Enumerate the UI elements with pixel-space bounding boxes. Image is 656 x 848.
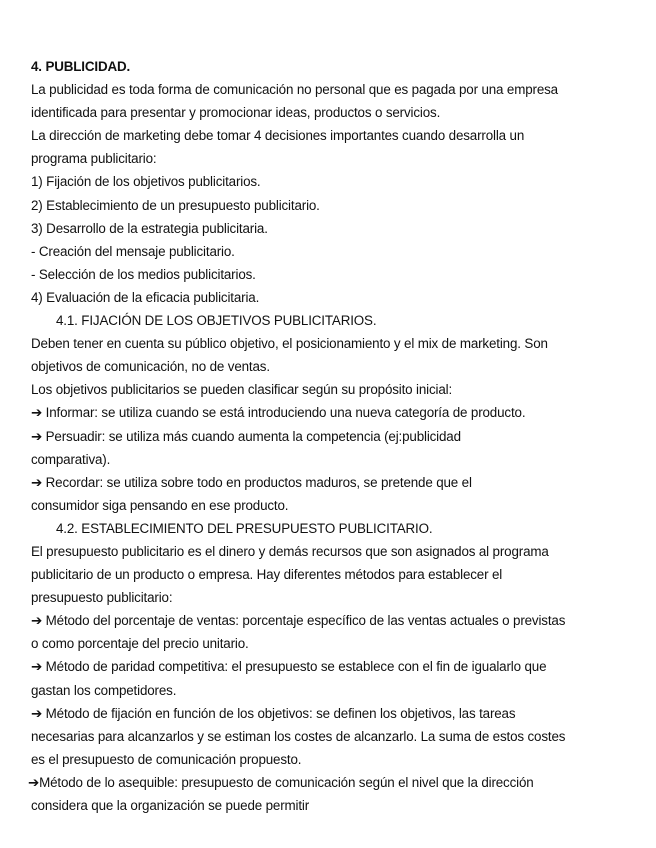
text-line-b2b: comparativa).	[31, 451, 111, 467]
text-line-b2a: ➔ Persuadir: se utiliza más cuando aumenta la competencia (ej:publicidad	[31, 428, 461, 444]
text-line-heading: 4. PUBLICIDAD.	[31, 59, 131, 74]
text-line-m1a: ➔ Método del porcentaje de ventas: porcentaje específico de las ventas actuales o previstas	[31, 613, 566, 629]
text-line-m3b: necesarias para alcanzarlos y se estiman los costes de alcanzarlo. La suma de estos costes	[31, 728, 566, 744]
text-line-l2: 2) Establecimiento de un presupuesto publicitario.	[31, 197, 320, 213]
text-line-l3: 3) Desarrollo de la estrategia publicitaria.	[31, 220, 268, 236]
text-line-h42: 4.2. ESTABLECIMIENTO DEL PRESUPUESTO PUBLICITARIO.	[56, 520, 433, 536]
text-line-p2b: programa publicitario:	[31, 151, 157, 167]
text-line-p1a: La publicidad es toda forma de comunicación no personal que es pagada por una empresa	[31, 82, 558, 98]
text-line-l4: 4) Evaluación de la eficacia publicitaria.	[31, 289, 260, 305]
text-line-p5a: El presupuesto publicitario es el dinero y demás recursos que son asignados al programa	[31, 543, 549, 559]
text-line-p5c: presupuesto publicitario:	[31, 590, 173, 606]
text-line-p1b: identificada para presentar y promocionar ideas, productos o servicios.	[31, 105, 441, 121]
text-line-b1: ➔ Informar: se utiliza cuando se está introduciendo una nueva categoría de producto.	[31, 405, 526, 421]
text-line-p5b: publicitario de un producto o empresa. Hay diferentes métodos para establecer el	[31, 567, 503, 583]
text-line-p3b: objetivos de comunicación, no de ventas.	[31, 359, 270, 375]
text-line-p4: Los objetivos publicitarios se pueden clasificar según su propósito inicial:	[31, 382, 453, 398]
text-line-p2a: La dirección de marketing debe tomar 4 decisiones importantes cuando desarrolla un	[31, 128, 525, 144]
document-body	[28, 55, 631, 817]
text-line-l3a: - Creación del mensaje publicitario.	[31, 243, 235, 259]
text-line-m2b: gastan los competidores.	[31, 682, 177, 698]
text-line-h41: 4.1. FIJACIÓN DE LOS OBJETIVOS PUBLICITARIOS.	[56, 313, 377, 329]
text-line-m3c: es el presupuesto de comunicación propuesto.	[31, 751, 302, 767]
text-line-l3b: - Selección de los medios publicitarios.	[31, 266, 256, 282]
text-line-p3a: Deben tener en cuenta su público objetivo, el posicionamiento y el mix de marketing. Son	[31, 336, 548, 352]
text-line-m1b: o como porcentaje del precio unitario.	[31, 636, 249, 652]
text-line-m3a: ➔ Método de fijación en función de los objetivos: se definen los objetivos, las tareas	[31, 705, 516, 721]
text-line-b3a: ➔ Recordar: se utiliza sobre todo en productos maduros, se pretende que el	[31, 474, 472, 490]
text-line-l1: 1) Fijación de los objetivos publicitarios.	[31, 174, 261, 190]
text-line-m4b: considera que la organización se puede permitir	[31, 798, 310, 813]
text-line-b3b: consumidor siga pensando en ese producto.	[31, 497, 289, 513]
text-line-m4a: ➔Método de lo asequible: presupuesto de comunicación según el nivel que la dirección	[28, 774, 534, 790]
text-line-m2a: ➔ Método de paridad competitiva: el presupuesto se establece con el fin de igualarlo que	[31, 659, 547, 675]
